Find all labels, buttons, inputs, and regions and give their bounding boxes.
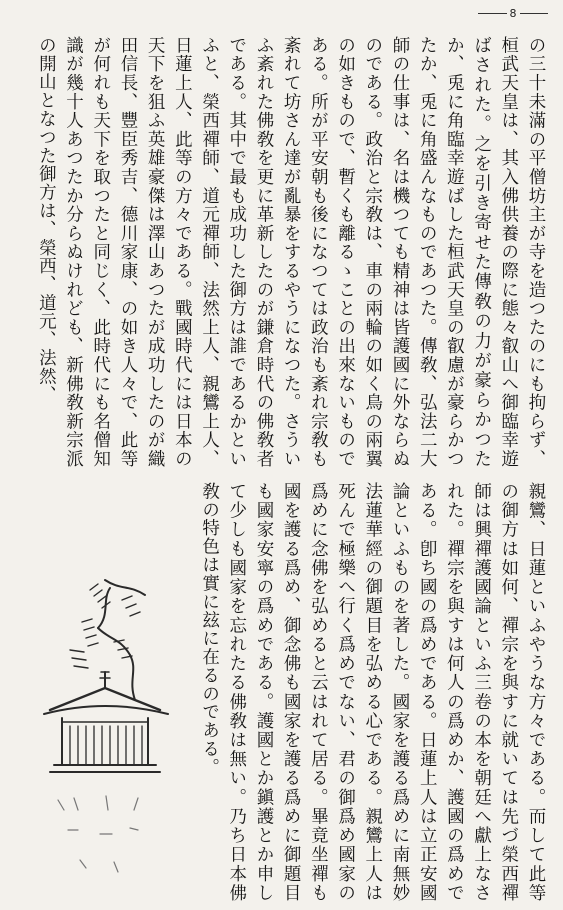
header-rule-right <box>520 13 549 14</box>
page-number-header <box>478 6 548 20</box>
upper-text-block: の三十未滿の平僧坊主が寺を造つたのにも拘らず、桓武天皇は、其入佛供養の際に態々叡山へ御臨幸遊ばされた。之を引き寄せた傳敎の力が豪らかつたか、兎に角臨幸遊ばした桓武天皇の叡慮が豪らかつたか、兎に角盛んなものであつた。傳敎、弘法二大師の仕事は、名は機つても精神は皆護國に外ならぬのである。政治と宗敎は、車の兩輪の如く鳥の兩翼の如きもので、暫くも離るゝことの出來ないものである。所が平安朝も後になつては政治も紊れ宗敎も紊れて坊さん達が亂暴をするやうになつた。さういふ紊れた佛敎を更に革新したのが鎌倉時代の佛敎者である。其中で最も成功した御方は誰であるかといふと、榮西禪師、道元禪師、法然上人、親鸞上人、日蓮上人、此等の方々である。戰國時代には日本の天下を狙ふ英雄豪傑は澤山あつたが成功したのが織田信長、豐臣秀吉、德川家康、の如き人々で、此等が何れも天下を取つたと同じく、此時代にも名僧知識が幾十人あつたか分らぬけれども、新佛敎新宗派の開山となつた御方は、榮西、道元、法然、 <box>36 36 546 468</box>
page-number: 8 <box>509 6 517 20</box>
pagoda-and-pine-ink-drawing-icon <box>10 560 210 900</box>
lower-text-block: 親鸞、日蓮といふやうな方々である。而して此等の御方は如何、禪宗を與すに就いては先づ榮西禪師は興禪護國論といふ三卷の本を朝廷へ獻上なされた。禪宗を與すは何人の爲めか、護國の爲めである。卽ち國の爲めである。日蓮上人は立正安國論といふものを著した。國家を護る爲めに南無妙法蓮華經の御題目を弘める心である。親鸞上人は死んで極樂へ行く爲めでない、君の御爲め國家の爲めに念佛を弘めると云はれて居る。畢竟坐禪も國を護る爲め、御念佛も國家を護る爲めに御題目も國家安寧の爲めである。護國とか鎭護とか申して少しも國家を忘れたる佛敎は無い。乃ち日本佛敎の特色は實に玆に在るのである。 <box>199 482 546 902</box>
header-rule-left <box>478 13 507 14</box>
